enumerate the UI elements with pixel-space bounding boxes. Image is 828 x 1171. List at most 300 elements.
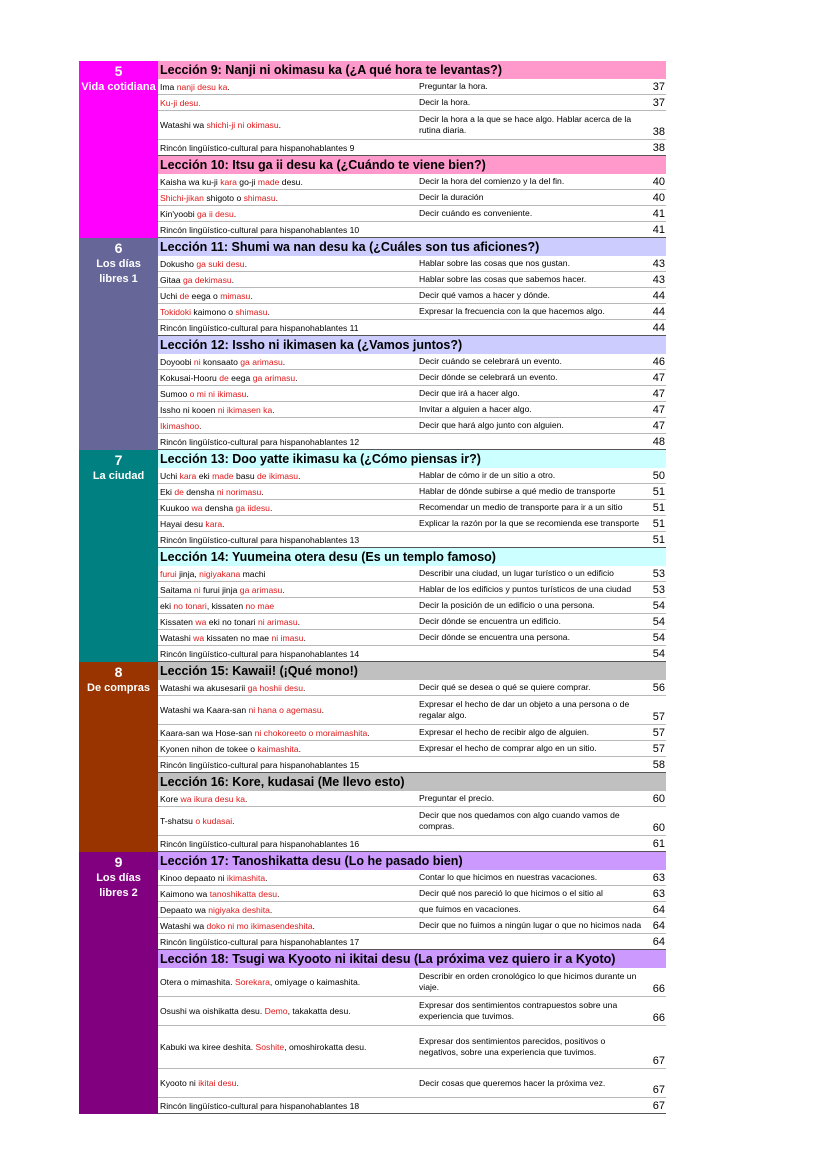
example-cell — [158, 402, 417, 417]
example-text: Rincón lingüístico-cultural para hispanohablantes 15 — [160, 759, 360, 770]
page-number: 43 — [652, 258, 665, 270]
description-text: Decir que nos quedamos con algo cuando vamos de compras. — [419, 810, 620, 831]
example-text: eega o — [189, 290, 221, 301]
page-number: 47 — [652, 404, 665, 416]
page-number: 38 — [652, 142, 665, 154]
unit-name: De compras — [87, 682, 150, 694]
description-text: Explicar la razón por la que se recomienda ese transporte — [419, 518, 640, 528]
highlighted-text: made — [212, 470, 234, 481]
description-text: Hablar de cómo ir de un sitio a otro. — [419, 470, 556, 480]
example-cell — [158, 370, 417, 385]
page-number: 54 — [652, 648, 665, 660]
lesson-title: Lección 17: Tanoshikatta desu (Lo he pasado bien) — [158, 852, 666, 870]
page-number: 57 — [652, 743, 665, 755]
description-text: Decir la hora del comienzo y la del fin. — [419, 176, 565, 186]
description-cell — [417, 680, 642, 695]
unit-number: 5 — [114, 63, 123, 79]
highlighted-text: ikitai desu — [198, 1078, 237, 1088]
description-text: Decir que no fuimos a ningún lugar o que no hicimos nada — [419, 920, 642, 930]
description-cell — [417, 696, 642, 724]
highlighted-text: ni — [193, 584, 201, 595]
table-row — [158, 354, 666, 370]
table-row — [158, 174, 666, 190]
description-cell — [417, 320, 642, 335]
description-cell — [417, 434, 642, 449]
table-row — [158, 680, 666, 696]
example-text: Rincón lingüístico-cultural para hispanohablantes 9 — [160, 142, 355, 153]
description-cell — [417, 304, 642, 319]
example-text: Gitaa — [160, 274, 183, 285]
highlighted-text: Ku-ji desu. — [160, 97, 201, 108]
description-text: Describir una ciudad, un lugar turístico o un edificio — [419, 568, 614, 578]
description-cell — [417, 582, 642, 597]
example-text: Watashi — [160, 632, 194, 643]
description-text: Expresar dos sentimientos parecidos, positivos o negativos, sobre una experiencia que tuvimos. — [419, 1036, 606, 1057]
description-cell — [417, 111, 642, 139]
unit-sidebar — [79, 662, 158, 852]
description-text: Decir la posición de un edificio o una persona. — [419, 600, 595, 610]
highlighted-text: Shichi-jikan — [160, 192, 204, 203]
example-text: Rincón lingüístico-cultural para hispanohablantes 12 — [160, 436, 360, 447]
rincon-row — [158, 757, 666, 773]
page-number: 63 — [652, 888, 665, 900]
table-row — [158, 484, 666, 500]
example-text: Watashi wa Kaara-san — [160, 705, 249, 715]
description-text: Preguntar el precio. — [419, 793, 494, 803]
highlighted-text: wa ikura desu ka — [180, 793, 246, 804]
page-number: 54 — [652, 600, 665, 612]
page-number: 60 — [652, 793, 665, 805]
description-text: Decir que irá a hacer algo. — [419, 388, 520, 398]
highlighted-text: ni norimasu — [216, 486, 262, 497]
example-cell — [158, 95, 417, 110]
page-number: 43 — [652, 274, 665, 286]
description-cell — [417, 997, 642, 1025]
example-text: Rincón lingüístico-cultural para hispanohablantes 17 — [160, 936, 360, 947]
unit-lessons — [158, 662, 666, 852]
example-cell — [158, 500, 417, 515]
table-row — [158, 190, 666, 206]
table-row — [158, 598, 666, 614]
table-row — [158, 272, 666, 288]
example-cell — [158, 997, 417, 1025]
table-row — [158, 741, 666, 757]
table-row — [158, 418, 666, 434]
example-cell — [158, 418, 417, 433]
description-cell — [417, 630, 642, 645]
description-cell — [417, 140, 642, 155]
description-cell — [417, 174, 642, 189]
description-cell — [417, 288, 642, 303]
unit-name: La ciudad — [92, 470, 145, 482]
example-text: Uchi — [160, 290, 180, 301]
example-cell — [158, 272, 417, 287]
rincon-row — [158, 646, 666, 662]
highlighted-text: no mae — [245, 600, 275, 611]
highlighted-text: tanoshikatta desu — [209, 888, 278, 899]
lesson-title: Lección 16: Kore, kudasai (Me llevo esto) — [158, 773, 666, 791]
description-cell — [417, 791, 642, 806]
description-cell — [417, 757, 642, 772]
example-cell — [158, 516, 417, 531]
example-text: machi — [240, 568, 266, 579]
highlighted-text: Soshite — [255, 1042, 285, 1052]
page-number: 56 — [652, 682, 665, 694]
example-cell — [158, 791, 417, 806]
example-cell — [158, 968, 417, 996]
example-text: , omoshirokatta desu. — [284, 1042, 367, 1052]
description-text: Decir la hora a la que se hace algo. Hablar acerca de la rutina diaria. — [419, 114, 632, 135]
rincon-row — [158, 320, 666, 336]
page-number: 44 — [652, 290, 665, 302]
example-text: Osushi wa oishikatta desu. — [160, 1006, 265, 1016]
highlighted-text: wa — [195, 616, 207, 627]
unit-name: Los días libres 1 — [96, 258, 141, 285]
description-cell — [417, 532, 642, 547]
unit-number: 9 — [114, 854, 123, 870]
example-text: Uchi — [160, 470, 180, 481]
description-cell — [417, 934, 642, 949]
page-number: 53 — [652, 568, 665, 580]
rincon-row — [158, 140, 666, 156]
unit-block — [79, 238, 666, 450]
example-text: , kissaten — [206, 600, 246, 611]
highlighted-text: made — [257, 176, 280, 187]
highlighted-text: ikimasu — [268, 470, 299, 481]
highlighted-text: nigiyakana — [199, 568, 241, 579]
description-text: Expresar el hecho de recibir algo de alguien. — [419, 727, 590, 737]
example-cell — [158, 757, 417, 772]
example-text: Kin'yoobi — [160, 208, 197, 219]
example-text: shigoto o — [203, 192, 244, 203]
table-row — [158, 886, 666, 902]
description-cell — [417, 79, 642, 94]
example-text: Kyonen nihon de tokee o — [160, 743, 258, 754]
example-cell — [158, 630, 417, 645]
description-cell — [417, 725, 642, 740]
rincon-row — [158, 434, 666, 450]
highlighted-text: wa — [193, 632, 205, 643]
table-row — [158, 370, 666, 386]
example-text: Depaato wa — [160, 904, 209, 915]
example-text: Otera o mimashita. — [160, 977, 235, 987]
example-text: Kaisha wa ku-ji — [160, 176, 221, 187]
unit-name: Los días libres 2 — [96, 872, 141, 899]
description-cell — [417, 484, 642, 499]
highlighted-text: ni ikimasen ka — [217, 404, 273, 415]
description-text: Expresar el hecho de dar un objeto a una persona o de regalar algo. — [419, 699, 630, 720]
example-text: . — [303, 632, 306, 643]
example-text: kaimono o — [191, 306, 236, 317]
description-cell — [417, 598, 642, 613]
description-cell — [417, 646, 642, 661]
page-number: 66 — [652, 1012, 665, 1024]
example-text: Watashi wa akusesarii — [160, 682, 248, 693]
highlighted-text: furui — [160, 568, 177, 579]
description-cell — [417, 386, 642, 401]
rincon-row — [158, 836, 666, 852]
example-cell — [158, 532, 417, 547]
page-number: 67 — [652, 1084, 665, 1096]
table-row — [158, 95, 666, 111]
page-number: 51 — [652, 534, 665, 546]
highlighted-text: no tonari — [173, 600, 207, 611]
highlighted-text: kaimashita — [257, 743, 299, 754]
description-cell — [417, 870, 642, 885]
example-text: Eki — [160, 486, 175, 497]
page-number: 64 — [652, 936, 665, 948]
example-text: Sumoo — [160, 388, 190, 399]
description-cell — [417, 468, 642, 483]
example-cell — [158, 918, 417, 933]
example-text: . — [312, 920, 315, 931]
example-text: eki no tonari — [206, 616, 258, 627]
highlighted-text: doko ni mo ikimasendeshita — [206, 920, 313, 931]
description-cell — [417, 516, 642, 531]
example-text: Kyooto ni — [160, 1078, 199, 1088]
highlighted-text: Sorekara — [234, 977, 270, 987]
lesson-title: Lección 12: Issho ni ikimasen ka (¿Vamos juntos?) — [158, 336, 666, 354]
description-cell — [417, 418, 642, 433]
table-row — [158, 402, 666, 418]
page-number: 60 — [652, 822, 665, 834]
unit-lessons — [158, 852, 666, 1114]
example-cell — [158, 1026, 417, 1068]
example-text: , omiyage o kaimashita. — [269, 977, 361, 987]
example-text: jinja, — [176, 568, 200, 579]
example-text: . — [282, 356, 286, 367]
highlighted-text: ga suki desu — [196, 258, 245, 269]
example-text: , takakatta desu. — [287, 1006, 351, 1016]
description-text: Decir qué se desea o qué se quiere comprar. — [419, 682, 591, 692]
page-number: 51 — [652, 502, 665, 514]
table-row — [158, 516, 666, 532]
page-number: 54 — [652, 632, 665, 644]
table-row — [158, 696, 666, 725]
description-cell — [417, 918, 642, 933]
description-text: Decir que hará algo junto con alguien. — [419, 420, 564, 430]
description-text: Decir dónde se encuentra una persona. — [419, 632, 570, 642]
page-number: 41 — [652, 208, 665, 220]
description-cell — [417, 190, 642, 205]
example-cell — [158, 79, 417, 94]
table-row — [158, 288, 666, 304]
table-row — [158, 206, 666, 222]
description-cell — [417, 886, 642, 901]
highlighted-text: shimasu — [243, 192, 276, 203]
unit-block — [79, 61, 666, 238]
example-text: . — [303, 682, 306, 693]
description-text: Hablar sobre las cosas que nos gustan. — [419, 258, 570, 268]
example-text: . — [295, 372, 298, 383]
page-number: 58 — [652, 759, 665, 771]
example-cell — [158, 598, 417, 613]
highlighted-text: ga arimasu — [239, 584, 283, 595]
highlighted-text: ni arimasu — [257, 616, 298, 627]
example-cell — [158, 934, 417, 949]
example-cell — [158, 386, 417, 401]
example-text: densha — [183, 486, 217, 497]
page-number: 37 — [652, 81, 665, 93]
description-text: Invitar a alguien a hacer algo. — [419, 404, 532, 414]
table-row — [158, 468, 666, 484]
highlighted-text: kara — [220, 176, 237, 187]
example-cell — [158, 140, 417, 155]
table-row — [158, 807, 666, 836]
description-cell — [417, 1026, 642, 1068]
example-text: eki — [196, 470, 213, 481]
highlighted-text: de — [174, 486, 184, 497]
page-number: 61 — [652, 838, 665, 850]
highlighted-text: ni imasu — [271, 632, 304, 643]
description-cell — [417, 902, 642, 917]
example-text: Kokusai-Hooru — [160, 372, 220, 383]
lesson-title: Lección 11: Shumi wa nan desu ka (¿Cuáles son tus aficiones?) — [158, 238, 666, 256]
description-text: Decir cosas que queremos hacer la próxima vez. — [419, 1077, 606, 1088]
description-text: Decir qué vamos a hacer y dónde. — [419, 290, 550, 300]
page-number: 40 — [652, 176, 665, 188]
lesson-title: Lección 15: Kawaii! (¡Qué mono!) — [158, 662, 666, 680]
description-text: Decir dónde se encuentra un edificio. — [419, 616, 561, 626]
example-cell — [158, 870, 417, 885]
example-text: eega — [228, 372, 253, 383]
description-text: Describir en orden cronológico lo que hicimos durante un viaje. — [419, 971, 637, 992]
page-number: 37 — [652, 97, 665, 109]
highlighted-text: nanji desu ka — [176, 81, 228, 92]
example-text: . — [298, 470, 301, 481]
example-text: Issho ni kooen — [160, 404, 218, 415]
example-cell — [158, 206, 417, 221]
unit-lessons — [158, 450, 666, 662]
example-cell — [158, 886, 417, 901]
example-text: . — [321, 705, 325, 715]
unit-sidebar — [79, 450, 158, 662]
example-text: Watashi wa — [160, 920, 207, 931]
example-text: . — [298, 743, 301, 754]
description-cell — [417, 272, 642, 287]
example-cell — [158, 434, 417, 449]
unit-name: Vida cotidiana — [81, 81, 156, 93]
page-number: 54 — [652, 616, 665, 628]
description-text: Decir cuándo es conveniente. — [419, 208, 533, 218]
description-cell — [417, 836, 642, 851]
description-text: Expresar dos sentimientos contrapuestos sobre una experiencia que tuvimos. — [419, 1000, 618, 1021]
highlighted-text: ga arimasu — [252, 372, 296, 383]
description-cell — [417, 354, 642, 369]
table-row — [158, 304, 666, 320]
example-cell — [158, 1098, 417, 1113]
page-number: 66 — [652, 983, 665, 995]
highlighted-text: kara — [205, 518, 223, 529]
example-text: . — [297, 616, 300, 627]
table-row — [158, 918, 666, 934]
highlighted-text: wa — [191, 502, 203, 513]
example-cell — [158, 1069, 417, 1097]
description-cell — [417, 370, 642, 385]
example-text: go-ji — [236, 176, 258, 187]
description-text: Preguntar la hora. — [419, 81, 488, 91]
table-row — [158, 566, 666, 582]
table-row — [158, 725, 666, 741]
example-text: Rincón lingüístico-cultural para hispanohablantes 10 — [160, 224, 360, 235]
unit-block — [79, 852, 666, 1114]
example-text: . — [282, 584, 285, 595]
example-cell — [158, 484, 417, 499]
example-text: . — [236, 1078, 239, 1088]
example-text: . — [275, 192, 278, 203]
example-text: desu. — [279, 176, 303, 187]
example-cell — [158, 320, 417, 335]
example-text: . — [232, 816, 235, 826]
page-number: 51 — [652, 518, 665, 530]
highlighted-text: nigiyaka deshita — [208, 904, 270, 915]
description-cell — [417, 1069, 642, 1097]
example-text: Kinoo depaato ni — [160, 872, 227, 883]
example-text: densha — [202, 502, 236, 513]
example-cell — [158, 807, 417, 835]
example-text: basu — [233, 470, 257, 481]
example-cell — [158, 304, 417, 319]
description-cell — [417, 95, 642, 110]
table-row — [158, 1026, 666, 1069]
example-text: . — [244, 258, 247, 269]
table-row — [158, 968, 666, 997]
example-cell — [158, 646, 417, 661]
page-number: 63 — [652, 872, 665, 884]
example-cell — [158, 222, 417, 237]
description-text: Decir la hora. — [419, 97, 471, 107]
example-text: Kabuki wa kiree deshita. — [160, 1042, 256, 1052]
rincon-row — [158, 532, 666, 548]
lesson-title: Lección 9: Nanji ni okimasu ka (¿A qué hora te levantas?) — [158, 61, 666, 79]
unit-sidebar — [79, 852, 158, 1114]
example-text: . — [231, 274, 235, 285]
table-row — [158, 614, 666, 630]
example-text: Kore — [160, 793, 181, 804]
description-text: Expresar la frecuencia con la que hacemos algo. — [419, 306, 605, 316]
example-text: . — [278, 120, 282, 130]
page-number: 53 — [652, 584, 665, 596]
highlighted-text: shimasu — [235, 306, 268, 317]
highlighted-text: ga hoshii desu — [247, 682, 303, 693]
example-text: Ima — [160, 81, 177, 92]
unit-block — [79, 662, 666, 852]
highlighted-text: Tokidoki — [160, 306, 192, 317]
page-number: 48 — [652, 436, 665, 448]
example-text: . — [269, 502, 273, 513]
page-number: 44 — [652, 322, 665, 334]
table-row — [158, 1069, 666, 1098]
highlighted-text: o kudasai — [195, 816, 233, 826]
example-cell — [158, 174, 417, 189]
example-cell — [158, 288, 417, 303]
unit-number: 7 — [114, 452, 123, 468]
highlighted-text: ga ii desu — [197, 208, 234, 219]
example-text: . — [222, 518, 225, 529]
highlighted-text: ga iidesu — [235, 502, 270, 513]
example-text: Rincón lingüístico-cultural para hispanohablantes 14 — [160, 648, 360, 659]
page-number: 47 — [652, 388, 665, 400]
page-number: 67 — [652, 1055, 665, 1067]
example-text: T-shatsu — [160, 816, 196, 826]
example-text: . — [261, 486, 264, 497]
example-text: . — [227, 81, 230, 92]
unit-number: 8 — [114, 664, 123, 680]
page-number: 47 — [652, 420, 665, 432]
example-text: . — [267, 306, 270, 317]
example-cell — [158, 190, 417, 205]
example-cell — [158, 354, 417, 369]
